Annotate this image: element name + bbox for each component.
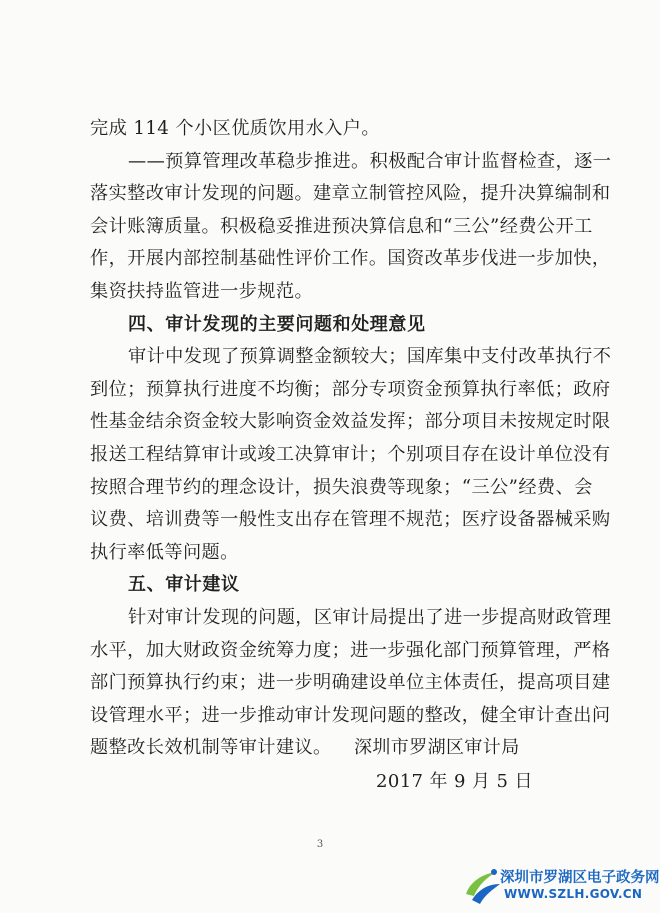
text-line: 按照合理节约的理念设计，损失浪费等现象；“三公”经费、会 bbox=[90, 476, 593, 498]
text-line: 完成 114 个小区优质饮用水入户。 bbox=[90, 118, 380, 139]
paragraph-line bbox=[0, 404, 640, 440]
luohu-egov-logo-icon bbox=[460, 864, 502, 906]
text-line: 部门预算执行约束；进一步明确建设单位主体责任，提高项目建 bbox=[90, 672, 611, 694]
heading-text: 五、审计建议 bbox=[128, 574, 240, 596]
text-line: 性基金结余资金较大影响资金效益发挥；部分项目未按规定时限 bbox=[90, 411, 611, 433]
paragraph-line bbox=[0, 600, 640, 636]
paragraph-line bbox=[0, 633, 640, 669]
site-watermark bbox=[460, 862, 660, 910]
signature-organization: 深圳市罗湖区审计局 bbox=[354, 737, 520, 758]
text-line: 审计中发现了预算调整金额较大；国库集中支付改革执行不 bbox=[128, 346, 612, 368]
heading-text: 四、审计发现的主要问题和处理意见 bbox=[128, 313, 426, 335]
section-heading-5 bbox=[0, 567, 640, 603]
paragraph-line bbox=[0, 665, 640, 701]
paragraph-line bbox=[0, 698, 640, 734]
text-line: 到位；预算执行进度不均衡；部分专项资金预算执行率低；政府 bbox=[90, 378, 611, 400]
paragraph-line bbox=[0, 209, 640, 245]
text-line: 报送工程结算审计或竣工决算审计；个别项目存在设计单位没有 bbox=[90, 444, 611, 465]
paragraph-line bbox=[0, 339, 640, 375]
signature-date-line bbox=[0, 764, 640, 800]
paragraph-line bbox=[0, 502, 640, 538]
text-line: 水平，加大财政资金统筹力度；进一步强化部门预算管理，严格 bbox=[90, 639, 611, 661]
signature-date: 2017 年 9 月 5 日 bbox=[376, 771, 533, 792]
watermark-site-title: 深圳市罗湖区电子政务网 bbox=[500, 870, 660, 886]
page-number: 3 bbox=[316, 839, 324, 850]
paragraph-line bbox=[0, 470, 640, 506]
watermark-site-url: WWW.SZLH.GOV.CN bbox=[504, 887, 643, 901]
text-line: 会计账簿质量。积极稳妥推进预决算信息和“三公”经费公开工 bbox=[90, 215, 593, 237]
text-line: 题整改长效机制等审计建议。 bbox=[90, 737, 332, 759]
paragraph-line bbox=[0, 144, 640, 180]
text-line: 议费、培训费等一般性支出存在管理不规范；医疗设备器械采购 bbox=[90, 509, 611, 531]
text-line: 作，开展内部控制基础性评价工作。国资改革步伐进一步加快， bbox=[90, 248, 611, 270]
text-line: 设管理水平；进一步推动审计发现问题的整改，健全审计查出问 bbox=[90, 704, 611, 726]
section-heading-4 bbox=[0, 307, 640, 343]
paragraph-line bbox=[0, 535, 640, 571]
paragraph-line bbox=[0, 241, 640, 277]
paragraph-line bbox=[0, 111, 640, 147]
text-line: ——预算管理改革稳步推进。积极配合审计监督检查，逐一 bbox=[128, 150, 612, 172]
text-line: 落实整改审计发现的问题。建章立制管控风险，提升决算编制和 bbox=[90, 183, 611, 205]
text-line: 执行率低等问题。 bbox=[90, 541, 239, 563]
paragraph-line bbox=[0, 372, 640, 408]
text-line: 集资扶持监管进一步规范。 bbox=[90, 281, 314, 302]
paragraph-line bbox=[0, 176, 640, 212]
paragraph-line bbox=[0, 437, 640, 473]
paragraph-line bbox=[0, 274, 640, 310]
text-line: 针对审计发现的问题，区审计局提出了进一步提高财政管理 bbox=[128, 607, 612, 628]
signature-organization-line bbox=[0, 730, 640, 766]
